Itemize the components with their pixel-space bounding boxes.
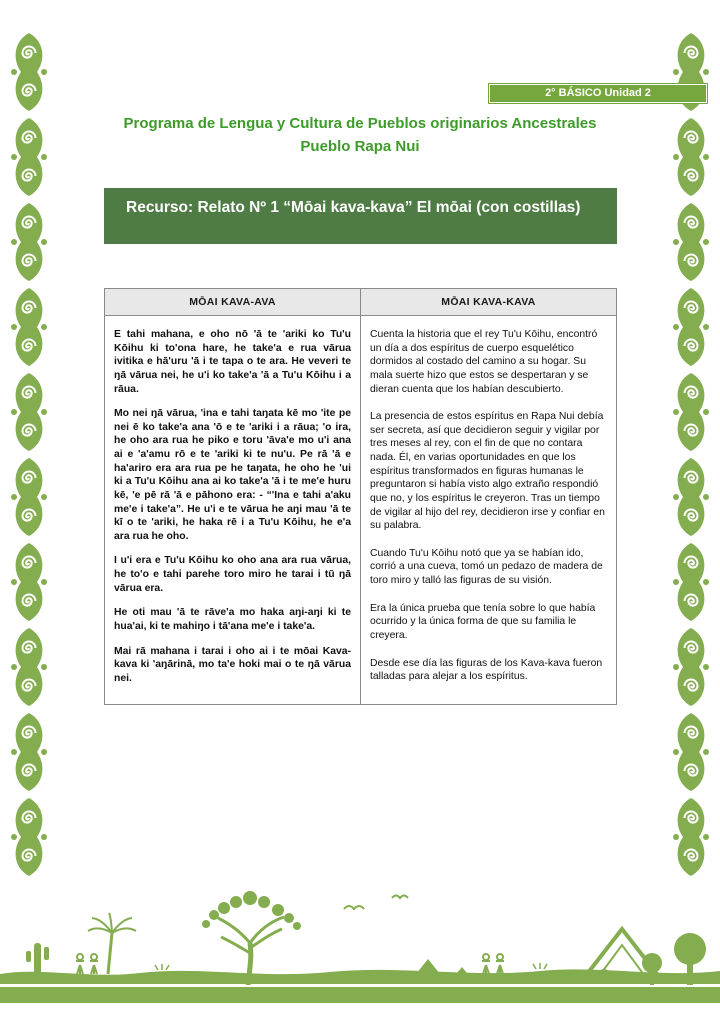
column-header-spanish: MŌAI KAVA-KAVA [361, 289, 617, 316]
footer-bar [0, 987, 720, 1003]
program-title-line2: Pueblo Rapa Nui [300, 138, 420, 156]
spanish-paragraph: La presencia de estos espíritus en Rapa Nui debía ser secreta, así que decidieron seguir y vigilar por tres meses al rey, con el fin de que no contara nada. Él, en varias oportunidades en que los espíritus transformados en figuras humanas le preguntaron si había visto algo extraño respondió que no, y los espíritus le creyeron. Tras un tiempo de vigilar al hijo del rey, decidieron irse y confiar en su palabra. [370, 411, 605, 532]
resource-title-box: Recurso: Relato Nº 1 “Mōai kava-kava” El mōai (con costillas) [104, 188, 617, 244]
person-icon [76, 954, 504, 974]
bird-icon [344, 896, 408, 910]
koru-border-left-icon [9, 30, 49, 882]
spanish-paragraph: Desde ese día las figuras de los Kava-kava fueron talladas para alejar a los espíritus. [370, 657, 603, 683]
rapanui-paragraph: He oti mau 'ā te rāve'a mo haka aŋi-aŋi ki te hua'ai, ki te mahiŋo i tā'ana me'e i take'a. [114, 607, 351, 632]
spanish-paragraph: Cuando Tu'u Kōihu notó que ya se habían ido, corrió a una cueva, tomó un pedazo de madera de toro miro y talló las figuras de su visión. [370, 547, 603, 586]
landscape-illustration [0, 871, 720, 1003]
cactus-icon [26, 943, 49, 975]
palm-tree-icon [88, 913, 136, 974]
rapanui-paragraph: E tahi mahana, e oho nō 'ā te 'ariki ko Tu'u Kōihu ki to'ona hare, he take'a e rua vārua ivitika e hā'uru 'ā i te tapa o te ara. He veveri te ŋā vārua nei, he u'i ko take'a 'ā a Tu'u Kōihu i a rāua. [114, 329, 351, 395]
spanish-paragraph: Era la única prueba que tenía sobre lo que había ocurrido y la única forma de que su familia le creyera. [370, 602, 596, 641]
program-title [60, 112, 660, 159]
tree-canopy-icon [202, 891, 301, 930]
rapanui-paragraph: Mo nei ŋā vārua, 'ina e tahi taŋata kē mo 'ite pe nei ē ko take'a ana 'ō e te 'ariki i a rāua; 'o ira, he oho ara rua he piko e toru 'āva'e mo u'i ana ai e 'a'amu rō e te 'ariki ki te nu'u. Pe rā 'ā e ha'ariro era ara rua pe he taŋata, he oho he 'ui ki a Tu'u Kōihu ana ai ko take'a 'ā i te me'e huru kē, 'e pē rā 'ā e pāhono era: - “'Ina e tahi a'aku me'e i take'a”. He u'i e te vārua he aŋi mau 'ā te kī o te 'ariki, he haka rē i a Tu'u Kōihu, he e'a ara rua he oho. [114, 408, 351, 542]
spanish-text-cell [361, 316, 617, 705]
rapanui-paragraph: I u'i era e Tu'u Kōihu ko oho ana ara rua vārua, he to'o e tahi parehe toro miro he tarai i tū ŋā vārua era. [114, 555, 351, 594]
rapanui-paragraph: Mai rā mahana i tarai i oho ai i te mōai Kava-kava ki 'aŋārinā, mo ta'e hoki mai o te ŋā vārua nei. [114, 645, 351, 684]
koru-border-right-icon [671, 30, 711, 882]
program-title-line1: Programa de Lengua y Cultura de Pueblos originarios Ancestrales [123, 115, 597, 132]
rapanui-text-cell [105, 316, 361, 705]
spanish-paragraph: Cuenta la historia que el rey Tu'u Kōihu, encontró un día a dos espíritus de cuerpo esquelético dormidos al costado del camino a su hogar. Su mala suerte hizo que estos se despertaran y se dieran cuenta que los habían descubierto. [370, 329, 598, 395]
unit-badge: 2° BÁSICO Unidad 2 [489, 84, 707, 103]
table-header-row [105, 289, 617, 316]
table-body-row [105, 316, 617, 705]
story-table [104, 288, 617, 705]
column-header-rapanui: MŌAI KAVA-AVA [105, 289, 361, 316]
